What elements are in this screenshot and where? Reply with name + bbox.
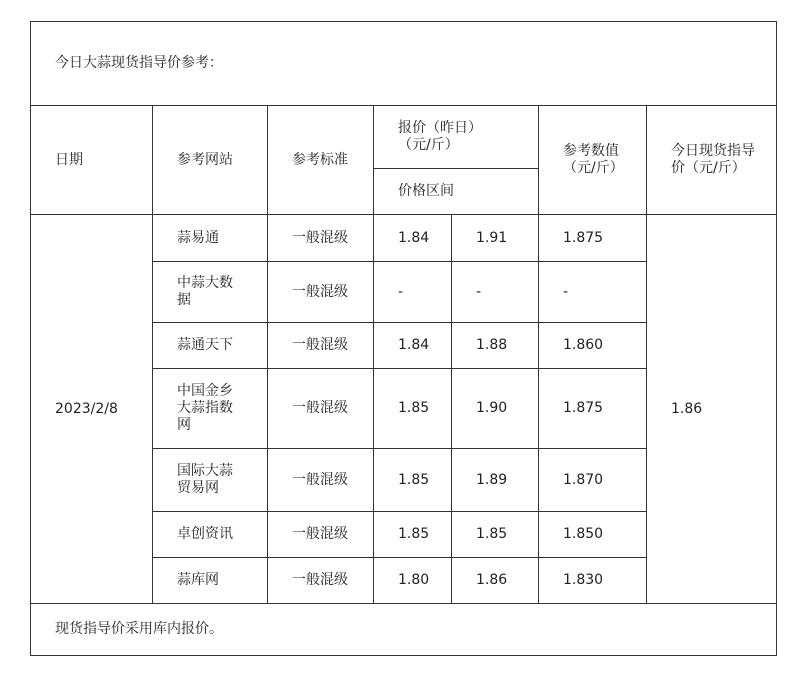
header-today-guide: 今日现货指导价（元/斤） [647, 106, 777, 215]
price-high-cell: - [452, 262, 539, 323]
site-cell: 蒜易通 [153, 215, 268, 262]
price-low-cell: 1.84 [374, 323, 452, 369]
header-site: 参考网站 [153, 106, 268, 215]
page-title: 今日大蒜现货指导价参考： [31, 22, 777, 106]
price-high-cell: 1.86 [452, 558, 539, 604]
header-price-range: 价格区间 [374, 169, 539, 215]
site-cell: 国际大蒜贸易网 [153, 449, 268, 512]
site-cell: 中蒜大数据 [153, 262, 268, 323]
standard-cell: 一般混级 [268, 558, 374, 604]
price-high-cell: 1.91 [452, 215, 539, 262]
standard-cell: 一般混级 [268, 215, 374, 262]
standard-cell: 一般混级 [268, 323, 374, 369]
price-low-cell: 1.84 [374, 215, 452, 262]
title-row [31, 22, 777, 106]
price-high-cell: 1.85 [452, 512, 539, 558]
price-table [30, 21, 777, 656]
site-cell: 蒜库网 [153, 558, 268, 604]
standard-cell: 一般混级 [268, 512, 374, 558]
price-low-cell: - [374, 262, 452, 323]
price-low-cell: 1.85 [374, 512, 452, 558]
reference-value-cell: 1.830 [539, 558, 647, 604]
price-low-cell: 1.85 [374, 449, 452, 512]
table-row [31, 215, 777, 262]
standard-cell: 一般混级 [268, 449, 374, 512]
reference-value-cell: 1.875 [539, 215, 647, 262]
site-cell: 中国金乡大蒜指数网 [153, 369, 268, 449]
price-high-cell: 1.88 [452, 323, 539, 369]
header-row [31, 106, 777, 169]
date-cell: 2023/2/8 [31, 215, 153, 604]
note-row [31, 604, 777, 656]
price-high-cell: 1.90 [452, 369, 539, 449]
header-date: 日期 [31, 106, 153, 215]
reference-value-cell: 1.870 [539, 449, 647, 512]
reference-value-cell: 1.875 [539, 369, 647, 449]
price-high-cell: 1.89 [452, 449, 539, 512]
price-low-cell: 1.80 [374, 558, 452, 604]
price-low-cell: 1.85 [374, 369, 452, 449]
reference-value-cell: 1.860 [539, 323, 647, 369]
today-price-cell: 1.86 [647, 215, 777, 604]
header-standard: 参考标准 [268, 106, 374, 215]
header-price-yesterday: 报价（昨日）（元/斤） [374, 106, 539, 169]
reference-value-cell: - [539, 262, 647, 323]
header-reference-value: 参考数值（元/斤） [539, 106, 647, 215]
standard-cell: 一般混级 [268, 369, 374, 449]
reference-value-cell: 1.850 [539, 512, 647, 558]
footnote: 现货指导价采用库内报价。 [31, 604, 777, 656]
site-cell: 卓创资讯 [153, 512, 268, 558]
site-cell: 蒜通天下 [153, 323, 268, 369]
standard-cell: 一般混级 [268, 262, 374, 323]
